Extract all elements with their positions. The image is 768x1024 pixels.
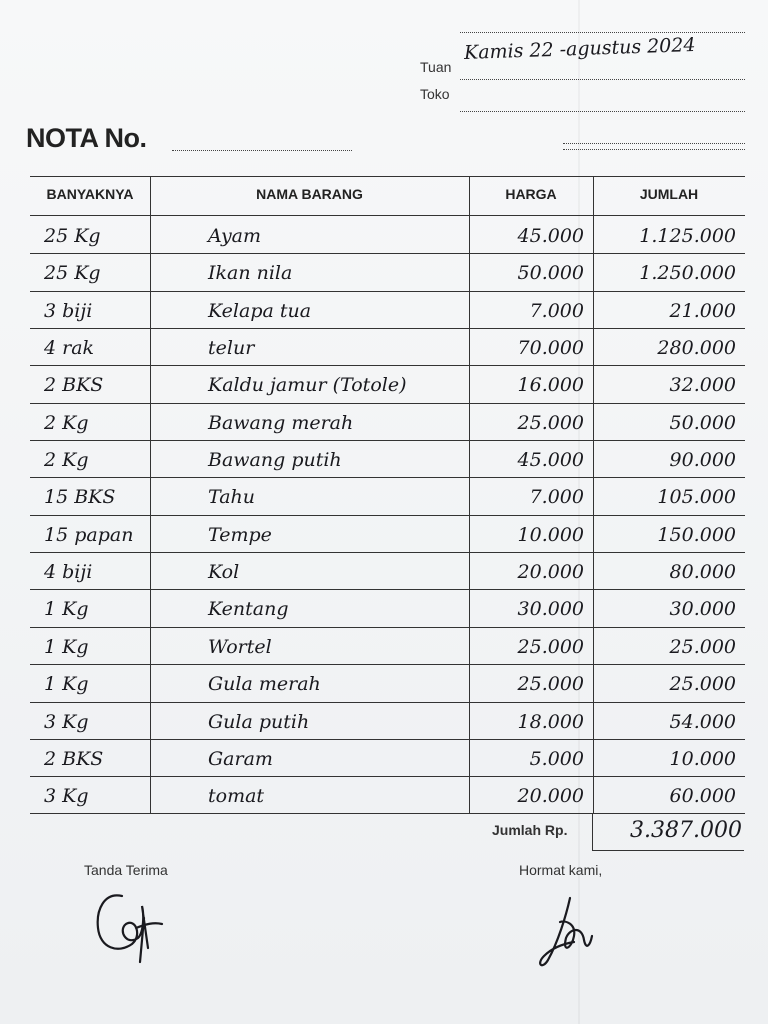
items-table (30, 176, 745, 814)
column-header-banyaknya: BANYAKNYA (46, 186, 134, 202)
row-amount: 54.000 (669, 711, 736, 733)
row-qty: 15 papan (44, 524, 134, 546)
regards-label: Hormat kami, (519, 862, 603, 878)
row-amount: 150.000 (657, 524, 736, 546)
row-item: Kentang (208, 598, 289, 620)
row-amount: 10.000 (669, 748, 736, 770)
row-price: 25.000 (517, 636, 584, 658)
row-item: Kol (208, 561, 240, 583)
row-amount: 21.000 (669, 300, 736, 322)
row-qty: 4 rak (44, 337, 95, 359)
row-amount: 25.000 (669, 636, 736, 658)
tuan-label: Tuan (420, 59, 452, 75)
row-qty: 3 Kg (44, 785, 89, 807)
received-label: Tanda Terima (84, 862, 168, 878)
row-item: Kaldu jamur (Totole) (208, 374, 407, 396)
total-box-left-border (592, 814, 593, 850)
row-item: Tempe (208, 524, 272, 546)
row-qty: 1 Kg (44, 598, 89, 620)
table-row (30, 404, 745, 441)
row-item: Ayam (208, 225, 262, 247)
nota-number-dotted-line (172, 150, 352, 151)
table-row (30, 366, 745, 403)
right-dotted-line-2 (563, 149, 745, 150)
row-item: Kelapa tua (208, 300, 312, 322)
total-label: Jumlah Rp. (492, 822, 568, 838)
table-row (30, 777, 745, 814)
row-price: 25.000 (517, 673, 584, 695)
row-amount: 80.000 (669, 561, 736, 583)
row-price: 30.000 (517, 598, 584, 620)
row-amount: 280.000 (657, 337, 736, 359)
total-underline (592, 850, 744, 851)
row-qty: 3 biji (44, 300, 93, 322)
row-item: tomat (208, 785, 265, 807)
row-price: 20.000 (517, 785, 584, 807)
row-price: 7.000 (529, 486, 584, 508)
tuan-value: Kamis 22 -agustus 2024 (463, 33, 696, 65)
table-row (30, 292, 745, 329)
tuan-top-dotted-line (460, 32, 745, 33)
table-row (30, 516, 745, 553)
right-dotted-line-1 (563, 143, 745, 144)
row-amount: 32.000 (669, 374, 736, 396)
row-amount: 50.000 (669, 412, 736, 434)
row-qty: 1 Kg (44, 636, 89, 658)
row-qty: 2 Kg (44, 449, 89, 471)
table-row (30, 217, 745, 254)
row-price: 7.000 (529, 300, 584, 322)
row-qty: 25 Kg (44, 262, 101, 284)
tuan-dotted-line (460, 79, 745, 80)
row-price: 18.000 (517, 711, 584, 733)
row-amount: 25.000 (669, 673, 736, 695)
row-qty: 25 Kg (44, 225, 101, 247)
row-qty: 15 BKS (44, 486, 116, 508)
toko-dotted-line (460, 111, 745, 112)
page-title: NOTA No. (26, 123, 147, 153)
row-qty: 2 BKS (44, 748, 104, 770)
table-row (30, 628, 745, 665)
row-item: Wortel (208, 636, 272, 658)
row-amount: 90.000 (669, 449, 736, 471)
table-row (30, 329, 745, 366)
row-item: telur (208, 337, 255, 359)
row-amount: 1.250.000 (639, 262, 736, 284)
row-price: 20.000 (517, 561, 584, 583)
row-price: 45.000 (517, 449, 584, 471)
table-row (30, 478, 745, 515)
row-qty: 2 BKS (44, 374, 104, 396)
toko-label: Toko (420, 86, 450, 102)
table-row (30, 441, 745, 478)
receiver-signature (92, 888, 172, 970)
table-row (30, 703, 745, 740)
table-row (30, 254, 745, 291)
row-item: Bawang putih (208, 449, 342, 471)
column-header-nama-barang: NAMA BARANG (256, 186, 363, 202)
row-price: 45.000 (517, 225, 584, 247)
row-price: 5.000 (529, 748, 584, 770)
row-qty: 3 Kg (44, 711, 89, 733)
row-item: Ikan nila (208, 262, 293, 284)
total-value: 3.387.000 (630, 818, 742, 843)
row-item: Tahu (208, 486, 255, 508)
table-row (30, 740, 745, 777)
column-header-jumlah: JUMLAH (639, 186, 699, 202)
row-divider (30, 813, 745, 814)
row-amount: 60.000 (669, 785, 736, 807)
sender-signature (530, 892, 602, 976)
row-price: 50.000 (517, 262, 584, 284)
row-amount: 30.000 (669, 598, 736, 620)
row-price: 10.000 (517, 524, 584, 546)
row-item: Gula merah (208, 673, 321, 695)
row-qty: 2 Kg (44, 412, 89, 434)
row-item: Garam (208, 748, 273, 770)
table-border (30, 215, 745, 216)
row-price: 25.000 (517, 412, 584, 434)
row-qty: 4 biji (44, 561, 93, 583)
row-amount: 1.125.000 (639, 225, 736, 247)
row-qty: 1 Kg (44, 673, 89, 695)
row-item: Gula putih (208, 711, 310, 733)
row-price: 16.000 (517, 374, 584, 396)
table-row (30, 553, 745, 590)
table-border (30, 176, 745, 177)
table-row (30, 665, 745, 702)
table-row (30, 590, 745, 627)
row-amount: 105.000 (657, 486, 736, 508)
row-price: 70.000 (517, 337, 584, 359)
column-header-harga: HARGA (505, 186, 557, 202)
row-item: Bawang merah (208, 412, 354, 434)
